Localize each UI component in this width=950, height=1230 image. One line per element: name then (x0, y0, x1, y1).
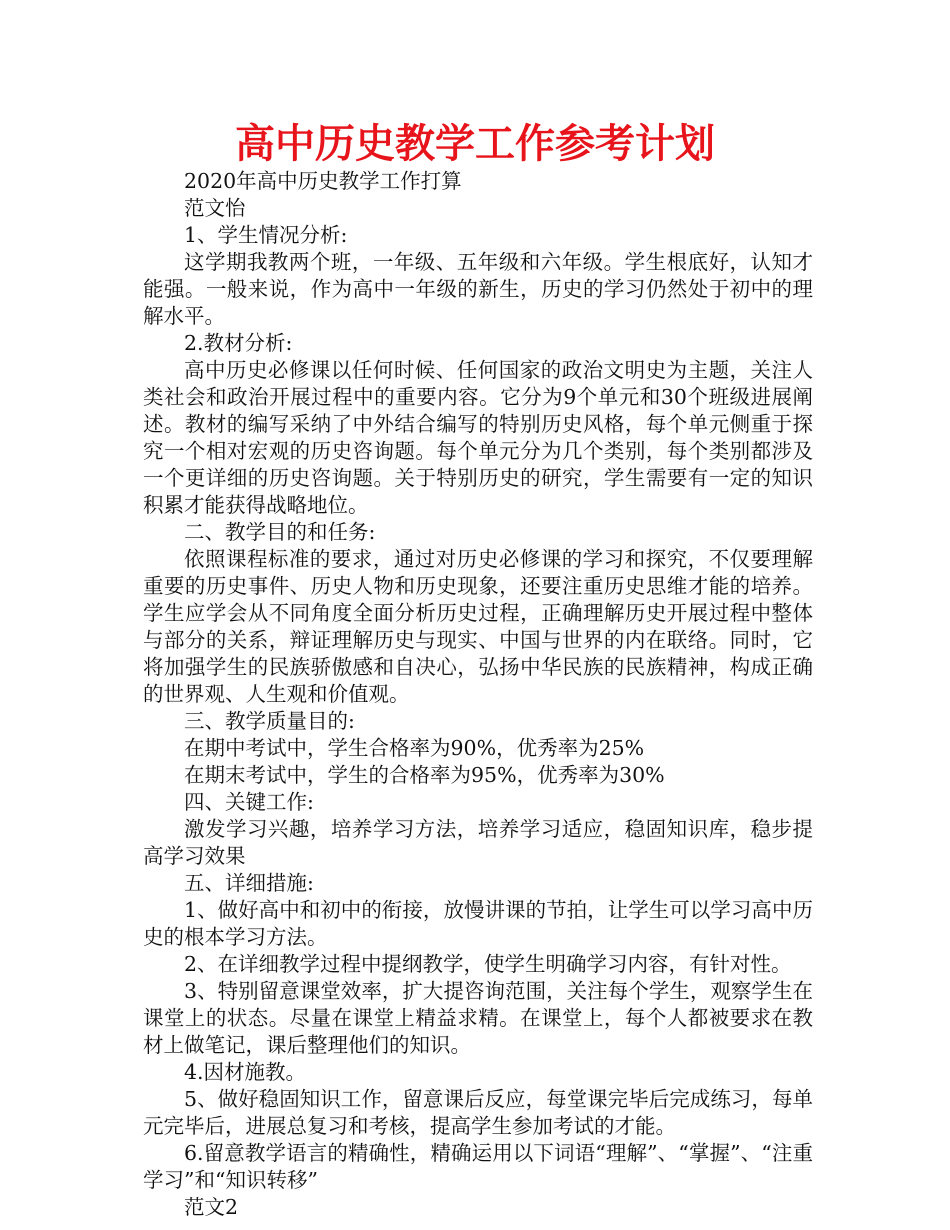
paragraph-student-analysis-text: 这学期我教两个班，一年级、五年级和六年级。学生根底好，认知才能强。一般来说，作为高中一年级的新生，历史的学习仍然处于初中的理解水平。 (143, 250, 813, 328)
paragraph-key-work-text: 激发学习兴趣，培养学习方法，培养学习适应，稳固知识库，稳步提高学习效果 (143, 817, 813, 868)
paragraph-section-quality-goals: 三、教学质量目的: (184, 709, 355, 733)
document-title: 高中历史教学工作参考计划 (235, 121, 715, 167)
paragraph-sample-2: 范文2 (184, 1195, 239, 1219)
paragraph-author: 范文怡 (184, 196, 246, 220)
paragraph-section-goals: 二、教学目的和任务: (184, 520, 376, 544)
document-body (143, 168, 813, 1221)
paragraph-section-key-work: 四、关键工作: (184, 790, 314, 814)
paragraph-goals-text: 依照课程标准的要求，通过对历史必修课的学习和探究，不仅要理解重要的历史事件、历史人物和历史现象，还要注重历史思维才能的培养。学生应学会从不同角度全面分析历史过程，正确理解历史开展过程中整体与部分的关系，辩证理解历史与现实、中国与世界的内在联络。同时，它将加强学生的民族骄傲感和自决心，弘扬中华民族的民族精神，构成正确的世界观、人生观和价值观。 (143, 547, 813, 706)
paragraph-measure-1: 1、做好高中和初中的衔接，放慢讲课的节拍，让学生可以学习高中历史的根本学习方法。 (143, 898, 813, 949)
paragraph-measure-6: 6.留意教学语言的精确性，精确运用以下词语“理解”、“掌握”、“注重学习”和“知识转移” (143, 1141, 813, 1192)
paragraph-measure-3: 3、特别留意课堂效率，扩大提咨询范围，关注每个学生，观察学生在课堂上的状态。尽量在课堂上精益求精。在课堂上，每个人都被要求在教材上做笔记，课后整理他们的知识。 (143, 979, 813, 1057)
paragraph-final-goal: 在期末考试中，学生的合格率为95%，优秀率为30% (184, 763, 665, 787)
paragraph-measure-2: 2、在详细教学过程中提纲教学，使学生明确学习内容，有针对性。 (184, 952, 792, 976)
paragraph-section-measures: 五、详细措施: (184, 871, 314, 895)
paragraph-plan-heading: 2020年高中历史教学工作打算 (184, 169, 462, 193)
paragraph-textbook-analysis-text: 高中历史必修课以任何时候、任何国家的政治文明史为主题，关注人类社会和政治开展过程中的重要内容。它分为9个单元和30个班级进展阐述。教材的编写采纳了中外结合编写的特别历史风格，每个单元侧重于探究一个相对宏观的历史咨询题。每个单元分为几个类别，每个类别都涉及一个更详细的历史咨询题。关于特别历史的研究，学生需要有一定的知识积累才能获得战略地位。 (143, 358, 813, 517)
paragraph-section-student-analysis: 1、学生情况分析: (184, 223, 348, 247)
paragraph-midterm-goal: 在期中考试中，学生合格率为90%，优秀率为25% (184, 736, 645, 760)
paragraph-measure-4: 4.因材施教。 (184, 1060, 307, 1084)
paragraph-section-textbook-analysis: 2.教材分析: (184, 331, 293, 355)
paragraph-measure-5: 5、做好稳固知识工作，留意课后反应，每堂课完毕后完成练习，每单元完毕后，进展总复习和考核，提高学生参加考试的才能。 (143, 1087, 813, 1138)
